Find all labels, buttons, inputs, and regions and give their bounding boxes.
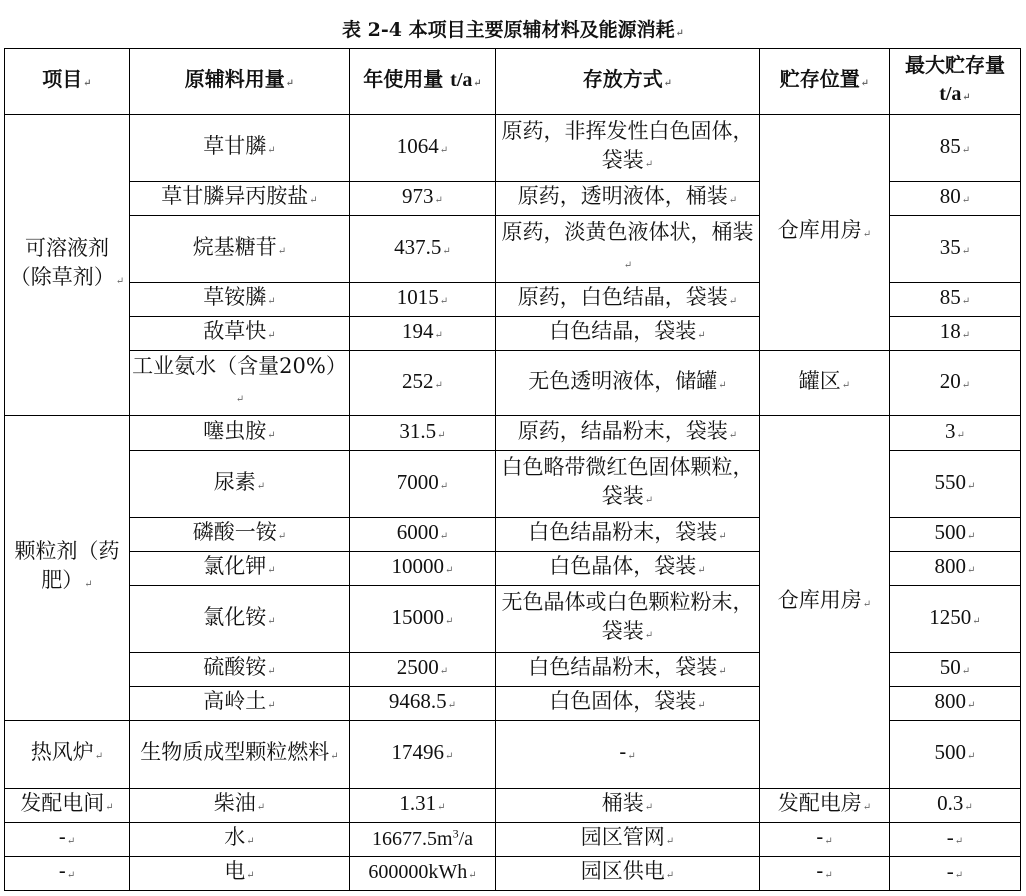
- max-storage: 3 ↵: [890, 416, 1021, 451]
- storage-method: 原药，透明液体，桶装 ↵: [496, 182, 760, 216]
- max-storage: 500 ↵: [890, 721, 1021, 789]
- max-storage: 85 ↵: [890, 283, 1021, 317]
- material-name: 氯化钾 ↵: [130, 552, 350, 586]
- annual-usage: 1064 ↵: [350, 115, 496, 182]
- storage-method: 园区管网 ↵: [496, 823, 760, 857]
- max-storage: - ↵: [890, 823, 1021, 857]
- location-power-room: 发配电房 ↵: [760, 789, 890, 823]
- annual-usage: 2500 ↵: [350, 653, 496, 687]
- max-storage: 800 ↵: [890, 687, 1021, 721]
- max-storage: 85 ↵: [890, 115, 1021, 182]
- annual-usage: 6000 ↵: [350, 518, 496, 552]
- header-item: 项目 ↵: [5, 49, 130, 115]
- table-caption: 表 2-4 本项目主要原辅材料及能源消耗 ↵: [0, 18, 1026, 46]
- annual-usage: 15000 ↵: [350, 586, 496, 653]
- storage-method: 白色结晶粉末，袋装 ↵: [496, 653, 760, 687]
- annual-usage: 600000kWh ↵: [350, 857, 496, 891]
- max-storage: 20 ↵: [890, 351, 1021, 416]
- header-storage: 存放方式 ↵: [496, 49, 760, 115]
- item-cell: - ↵: [5, 823, 130, 857]
- table-row: [5, 416, 1021, 451]
- annual-usage: 10000 ↵: [350, 552, 496, 586]
- table-row: [5, 115, 1021, 182]
- location-warehouse: 仓库用房 ↵: [760, 115, 890, 351]
- group-power-room: 发配电间 ↵: [5, 789, 130, 823]
- max-storage: 18 ↵: [890, 317, 1021, 351]
- annual-usage: 9468.5 ↵: [350, 687, 496, 721]
- material-name: 敌草快 ↵: [130, 317, 350, 351]
- material-name: 硫酸铵 ↵: [130, 653, 350, 687]
- material-name: 生物质成型颗粒燃料 ↵: [130, 721, 350, 789]
- header-max-storage: 最大贮存量 t/a ↵: [890, 49, 1021, 115]
- location-cell: - ↵: [760, 823, 890, 857]
- item-cell: - ↵: [5, 857, 130, 891]
- material-name: 氯化铵 ↵: [130, 586, 350, 653]
- max-storage: 50 ↵: [890, 653, 1021, 687]
- max-storage: 800 ↵: [890, 552, 1021, 586]
- material-name: 草铵膦 ↵: [130, 283, 350, 317]
- material-name: 电 ↵: [130, 857, 350, 891]
- storage-method: 白色结晶，袋装 ↵: [496, 317, 760, 351]
- max-storage: 35 ↵: [890, 216, 1021, 283]
- storage-method: 原药，白色结晶，袋装 ↵: [496, 283, 760, 317]
- annual-usage: 1015 ↵: [350, 283, 496, 317]
- storage-method: 原药，淡黄色液体状，桶装 ↵: [496, 216, 760, 283]
- annual-usage: 7000 ↵: [350, 451, 496, 518]
- materials-table: [4, 48, 1021, 891]
- material-name: 草甘膦 ↵: [130, 115, 350, 182]
- group-granule: 颗粒剂（药肥） ↵: [5, 416, 130, 721]
- material-name: 高岭土 ↵: [130, 687, 350, 721]
- header-location: 贮存位置 ↵: [760, 49, 890, 115]
- annual-usage: 437.5 ↵: [350, 216, 496, 283]
- group-soluble: 可溶液剂（除草剂） ↵: [5, 115, 130, 416]
- table-row: [5, 789, 1021, 823]
- max-storage: 550 ↵: [890, 451, 1021, 518]
- annual-usage: 194 ↵: [350, 317, 496, 351]
- material-name: 草甘膦异丙胺盐 ↵: [130, 182, 350, 216]
- annual-usage: 973 ↵: [350, 182, 496, 216]
- material-name: 水 ↵: [130, 823, 350, 857]
- storage-method: 桶装 ↵: [496, 789, 760, 823]
- storage-method: - ↵: [496, 721, 760, 789]
- location-warehouse: 仓库用房 ↵: [760, 416, 890, 789]
- max-storage: 1250 ↵: [890, 586, 1021, 653]
- max-storage: - ↵: [890, 857, 1021, 891]
- material-name: 工业氨水（含量20%） ↵: [130, 351, 350, 416]
- material-name: 尿素 ↵: [130, 451, 350, 518]
- table-row: [5, 823, 1021, 857]
- storage-method: 白色结晶粉末，袋装 ↵: [496, 518, 760, 552]
- header-material: 原辅料用量 ↵: [130, 49, 350, 115]
- material-name: 柴油 ↵: [130, 789, 350, 823]
- annual-usage: 31.5 ↵: [350, 416, 496, 451]
- storage-method: 白色固体，袋装 ↵: [496, 687, 760, 721]
- header-usage: 年使用量 t/a ↵: [350, 49, 496, 115]
- max-storage: 500 ↵: [890, 518, 1021, 552]
- storage-method: 白色略带微红色固体颗粒，袋装 ↵: [496, 451, 760, 518]
- group-furnace: 热风炉 ↵: [5, 721, 130, 789]
- storage-method: 原药，结晶粉末，袋装 ↵: [496, 416, 760, 451]
- header-row: [5, 49, 1021, 115]
- location-cell: - ↵: [760, 857, 890, 891]
- storage-method: 原药，非挥发性白色固体，袋装 ↵: [496, 115, 760, 182]
- annual-usage: 17496 ↵: [350, 721, 496, 789]
- material-name: 烷基糖苷 ↵: [130, 216, 350, 283]
- storage-method: 白色晶体，袋装 ↵: [496, 552, 760, 586]
- material-name: 噻虫胺 ↵: [130, 416, 350, 451]
- table-row: [5, 351, 1021, 416]
- storage-method: 无色透明液体，储罐 ↵: [496, 351, 760, 416]
- material-name: 磷酸一铵 ↵: [130, 518, 350, 552]
- annual-usage: 252 ↵: [350, 351, 496, 416]
- annual-usage: $16677.5m^3/a$: [350, 823, 496, 857]
- max-storage: 0.3 ↵: [890, 789, 1021, 823]
- location-tank-area: 罐区 ↵: [760, 351, 890, 416]
- storage-method: 无色晶体或白色颗粒粉末，袋装 ↵: [496, 586, 760, 653]
- annual-usage: 1.31 ↵: [350, 789, 496, 823]
- table-row: [5, 857, 1021, 891]
- storage-method: 园区供电 ↵: [496, 857, 760, 891]
- max-storage: 80 ↵: [890, 182, 1021, 216]
